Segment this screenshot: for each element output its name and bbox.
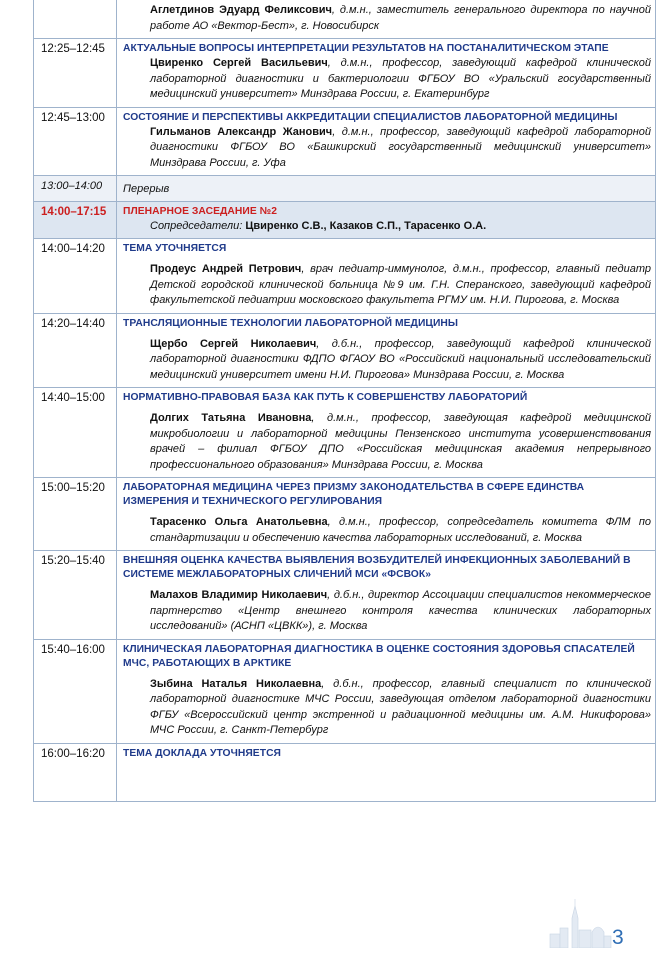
speaker-name: Гильманов Александр Жанович — [150, 125, 333, 138]
time-cell: 13:00–14:00 — [34, 176, 117, 202]
table-row — [34, 478, 656, 551]
city-skyline-icon — [548, 898, 612, 948]
session-title: ПЛЕНАРНОЕ ЗАСЕДАНИЕ №2 — [123, 206, 277, 217]
co-chairs-names: Цвиренко С.В., Казаков С.П., Тарасенко О.А. — [242, 220, 487, 232]
speaker — [150, 337, 651, 384]
time-cell: 14:00–14:20 — [34, 239, 117, 314]
break-label: Перерыв — [123, 183, 170, 195]
table-row — [34, 313, 656, 388]
time-cell: 14:20–14:40 — [34, 313, 117, 388]
time-cell: 15:40–16:00 — [34, 639, 117, 743]
time-cell: 15:00–15:20 — [34, 478, 117, 551]
table-row — [34, 239, 656, 314]
table-row — [34, 0, 656, 39]
talk-title: КЛИНИЧЕСКАЯ ЛАБОРАТОРНАЯ ДИАГНОСТИКА В ОЦЕНКЕ СОСТОЯНИЯ ЗДОРОВЬЯ СПАСАТЕЛЕЙ МЧС, РАБОТАЮЩИХ В АРКТИКЕ — [123, 643, 635, 669]
break-row — [34, 176, 656, 202]
co-chairs-label: Сопредседатели: — [150, 220, 243, 232]
plenary-row — [34, 202, 656, 239]
program-page — [33, 0, 656, 802]
speaker-info: , д.м.н., профессор, заведующая кафедрой медицинской микробиологии и лабораторной медицины Пензенского института усовершенствования врачей – филиал ФГБОУ ДПО «Российская медицинская академия непрерывного профессионального образования» Минздрава России, г. Москва — [150, 412, 652, 471]
table-row — [34, 39, 656, 108]
speaker-info: , д.м.н., заместитель генерального директора по научной работе АО «Вектор-Бест», г. Новосибирск — [150, 4, 651, 32]
speaker-info: , д.м.н., профессор, заведующий кафедрой клинической лабораторной диагностики и бактериологии ФГБОУ ВО «Уральский государственный медицинский университет» Минздрава России, г. Екатеринбург — [150, 57, 652, 100]
speaker-info: , врач педиатр-иммунолог, д.м.н., профессор, главный педиатр Детской городской клинической больница №9 им. Г.Н. Сперанского, заведующий кафедрой факультетской педиатрии московского факультета РГМУ им. Н.И. Пирогова, г. Москва — [150, 263, 651, 306]
speaker-name: Зыбина Наталья Николаевна — [150, 677, 322, 690]
speaker-info: , д.б.н., профессор, главный специалист по клинической лабораторной диагностике МЧС России, заведующая отделом лабораторной диагностики ФГБУ «Всероссийский центр экстренной и радиационной медицины им. А.М. Никифорова» МЧС России, г. Санкт-Петербург — [150, 677, 651, 736]
time-cell: 15:20–15:40 — [34, 551, 117, 640]
time-cell: 14:00–17:15 — [34, 202, 117, 239]
speaker-name: Малахов Владимир Николаевич — [150, 589, 328, 601]
speaker — [150, 411, 651, 473]
speaker — [150, 262, 651, 309]
talk-title: ТЕМА УТОЧНЯЕТСЯ — [123, 243, 227, 254]
speaker-name: Тарасенко Ольга Анатольевна — [150, 516, 328, 528]
speaker — [150, 56, 651, 103]
speaker — [150, 125, 651, 172]
time-cell: 16:00–16:20 — [34, 743, 117, 801]
talk-title: АКТУАЛЬНЫЕ ВОПРОСЫ ИНТЕРПРЕТАЦИИ РЕЗУЛЬТАТОВ НА ПОСТАНАЛИТИЧЕСКОМ ЭТАПЕ — [123, 43, 609, 54]
talk-title: СОСТОЯНИЕ И ПЕРСПЕКТИВЫ АККРЕДИТАЦИИ СПЕЦИАЛИСТОВ ЛАБОРАТОРНОЙ МЕДИЦИНЫ — [123, 111, 618, 123]
talk-title: ТЕМА ДОКЛАДА УТОЧНЯЕТСЯ — [123, 747, 282, 759]
speaker-name: Щербо Сергей Николаевич — [150, 337, 317, 350]
speaker-name: Долгих Татьяна Ивановна — [150, 412, 312, 424]
page-number: 3 — [612, 926, 624, 949]
speaker-info: , д.м.н., профессор, заведующий кафедрой лабораторной диагностики ФГБОУ ВО «Башкирский государственный медицинский университет» Минздрава России, г. Уфа — [150, 125, 651, 169]
time-cell — [34, 0, 117, 39]
schedule-table — [33, 0, 656, 802]
speaker-info: , д.б.н., профессор, заведующий кафедрой клинической лабораторной диагностики ФДПО ФГАОУ ВО «Российский национальный исследовательский медицинский университет имени Н.И. Пирогова» Минздрава России, г. Москва — [150, 337, 651, 381]
speaker — [150, 515, 651, 546]
talk-title: ТРАНСЛЯЦИОННЫЕ ТЕХНОЛОГИИ ЛАБОРАТОРНОЙ МЕДИЦИНЫ — [123, 317, 459, 329]
talk-title: НОРМАТИВНО-ПРАВОВАЯ БАЗА КАК ПУТЬ К СОВЕРШЕНСТВУ ЛАБОРАТОРИЙ — [123, 392, 528, 403]
table-row — [34, 551, 656, 640]
speaker-name: Продеус Андрей Петрович — [150, 263, 302, 275]
table-row — [34, 743, 656, 801]
time-cell: 12:45–13:00 — [34, 107, 117, 176]
talk-title: ЛАБОРАТОРНАЯ МЕДИЦИНА ЧЕРЕЗ ПРИЗМУ ЗАКОНОДАТЕЛЬСТВА В СФЕРЕ ЕДИНСТВА ИЗМЕРЕНИЯ И ТЕХНИЧЕСКОГО РЕГУЛИРОВАНИЯ — [123, 482, 585, 507]
speaker-info: , д.м.н., профессор, сопредседатель комитета ФЛМ по стандартизации и обеспечению качества лабораторных исследований, г. Москва — [150, 516, 651, 544]
time-cell: 12:25–12:45 — [34, 39, 117, 108]
speaker-name: Цвиренко Сергей Васильевич — [150, 57, 328, 69]
speaker — [150, 588, 651, 635]
speaker — [150, 677, 651, 739]
speaker-name: Аглетдинов Эдуард Феликсович — [150, 4, 332, 16]
co-chairs — [150, 219, 651, 234]
table-row — [34, 639, 656, 743]
table-row — [34, 388, 656, 478]
speaker-info: , д.б.н., директор Ассоциации специалистов некоммерческое партнерство «Центр внешнего контроля качества клинических лабораторных исследований» (АСНП «ЦВКК»), г. Москва — [150, 589, 651, 632]
speaker — [150, 3, 651, 34]
time-cell: 14:40–15:00 — [34, 388, 117, 478]
table-row — [34, 107, 656, 176]
talk-title: ВНЕШНЯЯ ОЦЕНКА КАЧЕСТВА ВЫЯВЛЕНИЯ ВОЗБУДИТЕЛЕЙ ИНФЕКЦИОННЫХ ЗАБОЛЕВАНИЙ В СИСТЕМЕ МЕЖЛАБОРАТОРНЫХ СЛИЧЕНИЙ МСИ «ФСВОК» — [123, 555, 631, 580]
